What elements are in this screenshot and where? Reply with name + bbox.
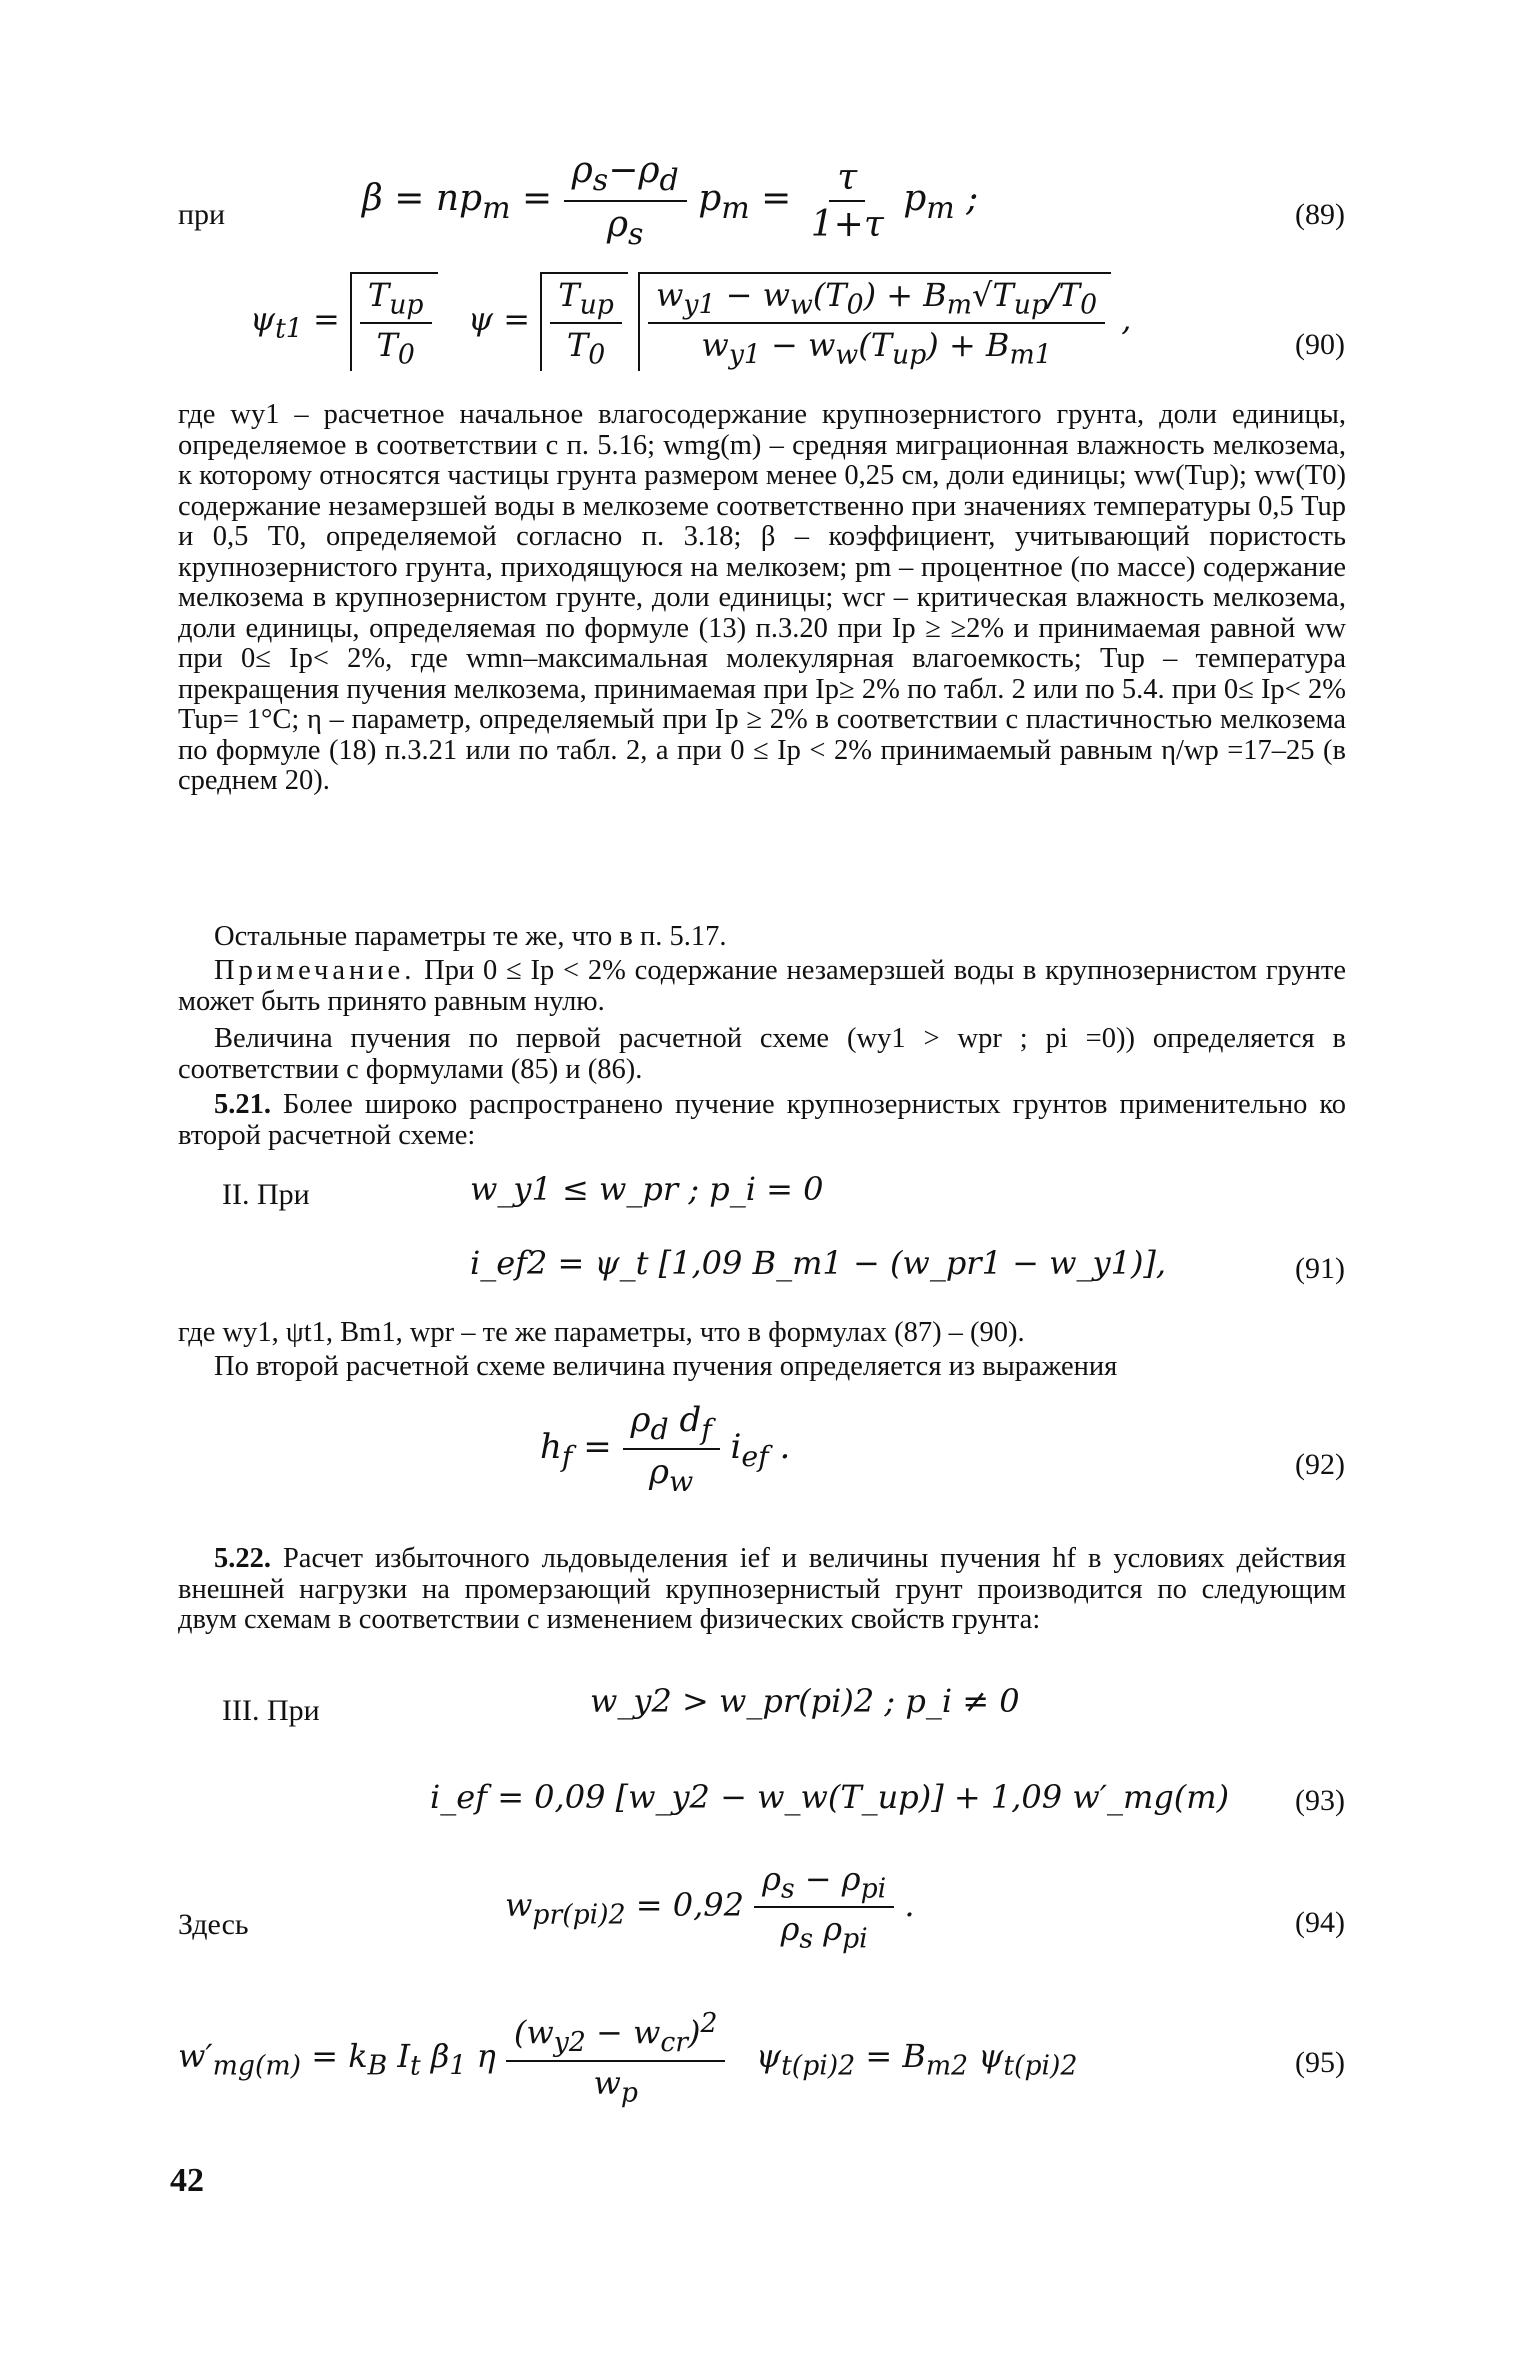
eq89-formula: $\beta = np_m$ = $\frac{\rho_s-\rho_d}{\rho_s}$ $p_m$ = $\frac{\tau}{1+\tau}$ $p_m$ ; bbox=[362, 150, 979, 253]
case2-label: II. При bbox=[222, 1178, 310, 1211]
eq94-number: (94) bbox=[1295, 1906, 1345, 1939]
section-5-22-number: 5.22. bbox=[214, 1543, 271, 1574]
eq90-formula: $\psi_{t1}$ = $\frac{T_{up}}{T_0}$ ψ = $\frac{T_{up}}{T_0}$ $\frac{w_{y1} - w_w(T_0) + B_m√T_{up}/T_0}{w_{y1} - w_w(T_{up}) + B_{m1}}$ , bbox=[250, 272, 1131, 371]
eq94-formula: $w_{pr(pi)2} = 0,92$ $\frac{\rho_s - \rho_{pi}}{\rho_s \rho_{pi}}$ . bbox=[505, 1860, 915, 1955]
section-5-21-number: 5.21. bbox=[214, 1089, 271, 1120]
page-number: 42 bbox=[170, 2162, 204, 2199]
case3-condition: w_y2 > w_pr(pi)2 ; p_i ≠ 0 bbox=[590, 1682, 1020, 1720]
eq90-number: (90) bbox=[1295, 328, 1345, 361]
eq91-formula: i_ef2 = ψ_t [1,09 B_m1 − (w_pr1 − w_y1)], bbox=[470, 1244, 1167, 1282]
eq91-number: (91) bbox=[1295, 1252, 1345, 1285]
other-parameters-paragraph: Остальные параметры те же, что в п. 5.17. bbox=[214, 921, 727, 952]
eq93-formula: i_ef = 0,09 [w_y2 − w_w(T_up)] + 1,09 w′_mg(m) bbox=[430, 1778, 1230, 1816]
note-text: При 0 ≤ Ip < 2% содержание незамерзшей воды в крупнозернистом грунте может быть принято равным нулю. bbox=[178, 955, 1346, 1017]
section-5-22-text: Расчет избыточного льдовыделения ief и величины пучения hf в условиях действия внешней нагрузки на промерзающий крупнозернистый грунт производится по следующим двум схемам в соответствии с изменением физических свойств грунта: bbox=[178, 1543, 1347, 1635]
eq94-lead: Здесь bbox=[178, 1908, 249, 1941]
second-scheme-paragraph: По второй расчетной схеме величина пучения определяется из выражения bbox=[214, 1351, 1118, 1382]
first-scheme-paragraph: Величина пучения по первой расчетной схеме (wy1 > wpr ; pi =0)) определяется в соответствии с формулами (85) и (86). bbox=[178, 1023, 1346, 1085]
case2-condition: w_y1 ≤ w_pr ; p_i = 0 bbox=[470, 1170, 824, 1208]
eq89-number: (89) bbox=[1295, 198, 1345, 231]
eq92-number: (92) bbox=[1295, 1448, 1345, 1481]
eq92-formula: $h_f$ = $\frac{\rho_d d_f}{\rho_w}$ $i_{ef}$ . bbox=[540, 1400, 791, 1498]
note-label: Примечание. bbox=[214, 955, 416, 986]
note-paragraph bbox=[178, 956, 1346, 1017]
section-5-22-paragraph bbox=[178, 1544, 1346, 1636]
eq95-number: (95) bbox=[1295, 2046, 1345, 2079]
section-5-21-paragraph bbox=[178, 1090, 1346, 1151]
section-5-21-text: Более широко распространено пучение крупнозернистых грунтов применительно ко второй расчетной схеме: bbox=[178, 1089, 1347, 1151]
case3-label: III. При bbox=[222, 1694, 320, 1727]
eq93-number: (93) bbox=[1295, 1784, 1345, 1817]
same-parameters-paragraph: где wy1, ψt1, Bm1, wpr – те же параметры, что в формулах (87) – (90). bbox=[178, 1317, 1025, 1348]
eq95-formula: $w'_{mg(m)} = k_B$ $I_t$ $\beta_1$ η $\frac{(w_{y2} - w_{cr})^2}{w_p}$ $\psi_{t(pi)2} = B_{m2}$ $\psi_{t(pi)2}$ bbox=[178, 2008, 1078, 2109]
definitions-paragraph: где wy1 – расчетное начальное влагосодержание крупнозернистого грунта, доли единицы, определяемое в соответствии с п. 5.16; wmg(m) – средняя миграционная влажность мелкозема, к которому относятся частицы грунта размером менее 0,25 см, доли единицы; ww(Tup); ww(T0) содержание незамерзшей воды в мелкоземе соответственно при значениях температуры 0,5 Tup и 0,5 T0, определяемой согласно п. 3.18; β – коэффициент, учитывающий пористость крупнозернистого грунта, приходящуюся на мелкозем; pm – процентное (по массе) содержание мелкозема в крупнозернистом грунте, доли единицы; wcr – критическая влажность мелкозема, доли единицы, определяемая по формуле (13) п.3.20 при Ip ≥ ≥2% и принимаемая равной ww при 0≤ Ip< 2%, где wmn–максимальная молекулярная влагоемкость; Tup – температура прекращения пучения мелкозема, принимаемая при Ip≥ 2% по табл. 2 или по 5.4. при 0≤ Ip< 2% Tup= 1°C; η – параметр, определяемый при Ip ≥ 2% в соответствии с пластичностью мелкозема по формуле (18) п.3.21 или по табл. 2, а при 0 ≤ Ip < 2% принимаемый равным η/wp =17–25 (в среднем 20). bbox=[178, 399, 1346, 796]
eq89-lead: при bbox=[178, 198, 226, 231]
